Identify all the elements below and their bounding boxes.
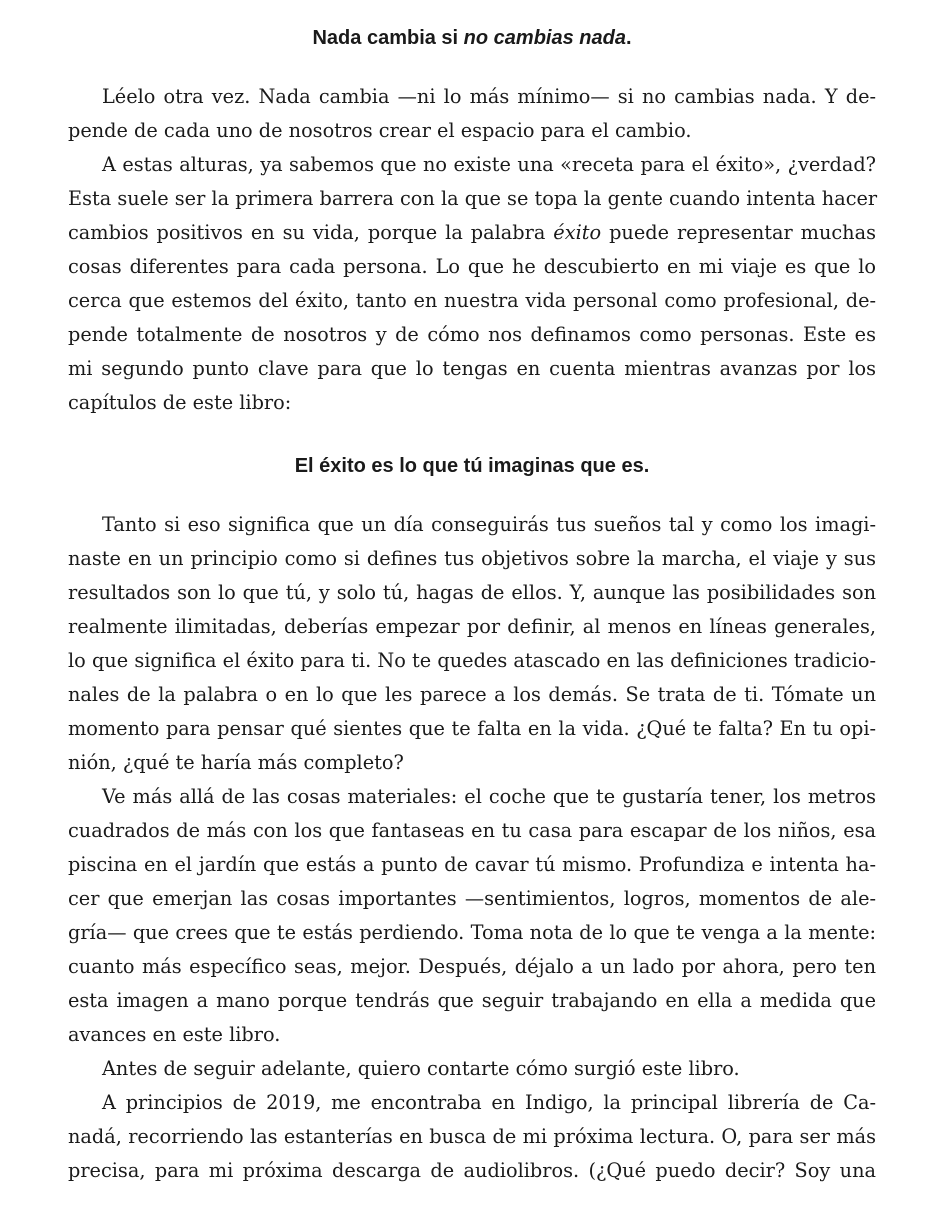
text-line: lo que significa el éxito para ti. No te quedes atascado en las definiciones tradicio- [68,649,876,672]
text-line: Ve más allá de las cosas materiales: el coche que te gustaría tener, los metros [102,785,876,808]
text-line: A estas alturas, ya sabemos que no existe una «receta para el éxito», ¿verdad? [102,153,876,176]
text-fragment: puede representar muchas [601,221,876,244]
text-line: Antes de seguir adelante, quiero contarte cómo surgió este libro. [102,1057,740,1080]
text-line: Léelo otra vez. Nada cambia —ni lo más mínimo— si no cambias nada. Y de- [102,85,876,108]
text-line: capítulos de este libro: [68,391,292,414]
text-line: nión, ¿qué te haría más completo? [68,751,404,774]
section-heading-1 [68,22,876,54]
text-line: momento para pensar qué sientes que te falta en la vida. ¿Qué te falta? En tu opi- [68,717,876,740]
paragraph-1 [68,80,876,148]
text-line: gría— que crees que te estás perdiendo. Toma nota de lo que te venga a la mente: [68,921,876,944]
paragraph-6 [68,1086,876,1188]
paragraph-4 [68,780,876,1052]
text-line [68,216,876,250]
text-line: cuadrados de más con los que fantaseas en tu casa para escapar de los niños, esa [68,819,876,842]
text-line: cer que emerjan las cosas importantes —sentimientos, logros, momentos de ale- [68,887,876,910]
text-fragment: cambios positivos en su vida, porque la palabra [68,221,554,244]
text-line: precisa, para mi próxima descarga de audiolibros. (¿Qué puedo decir? Soy una [68,1159,876,1182]
text-line: avances en este libro. [68,1023,281,1046]
text-line: piscina en el jardín que estás a punto de cavar tú mismo. Profundiza e intenta ha- [68,853,876,876]
text-line: pende de cada uno de nosotros crear el espacio para el cambio. [68,119,692,142]
text-line: Tanto si eso significa que un día conseguirás tus sueños tal y como los imagi- [102,513,876,536]
text-line: esta imagen a mano porque tendrás que seguir trabajando en ella a medida que [68,989,876,1012]
emphasis-exito: éxito [553,221,602,244]
text-line: A principios de 2019, me encontraba en Indigo, la principal librería de Ca- [102,1091,876,1114]
text-line: nadá, recorriendo las estanterías en busca de mi próxima lectura. O, para ser más [68,1125,876,1148]
text-line: cerca que estemos del éxito, tanto en nuestra vida personal como profesional, de- [68,289,876,312]
heading-1-italic: no cambias nada [463,27,626,49]
book-page [68,22,876,1188]
text-line: nales de la palabra o en lo que les parece a los demás. Se trata de ti. Tómate un [68,683,876,706]
text-line: Esta suele ser la primera barrera con la que se topa la gente cuando intenta hacer [68,187,878,210]
text-line: mi segundo punto clave para que lo tengas en cuenta mientras avanzas por los [68,357,876,380]
heading-1-period: . [625,27,632,49]
section-heading-2: El éxito es lo que tú imaginas que es. [294,455,650,477]
heading-1-text: Nada cambia si [312,27,464,49]
text-line: pende totalmente de nosotros y de cómo nos definamos como personas. Este es [68,323,876,346]
text-line: cosas diferentes para cada persona. Lo que he descubierto en mi viaje es que lo [68,255,876,278]
text-line: naste en un principio como si defines tus objetivos sobre la marcha, el viaje y sus [68,547,876,570]
paragraph-3 [68,508,876,780]
text-line: resultados son lo que tú, y solo tú, hagas de ellos. Y, aunque las posibilidades son [68,581,876,604]
paragraph-5 [68,1052,876,1086]
text-line: realmente ilimitadas, deberías empezar por definir, al menos en líneas generales, [68,615,876,638]
text-line: cuanto más específico seas, mejor. Después, déjalo a un lado por ahora, pero ten [68,955,876,978]
paragraph-2 [68,148,876,420]
